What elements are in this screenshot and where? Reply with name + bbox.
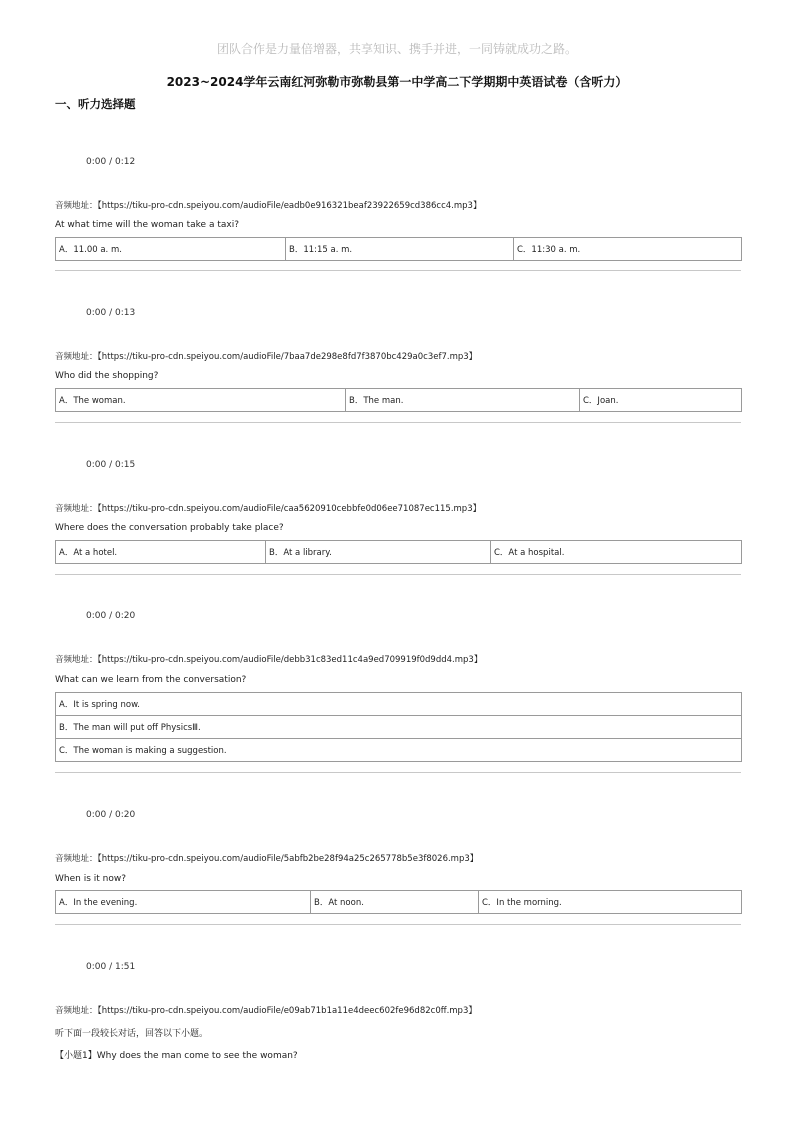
sub-question-text: 【小题1】Why does the man come to see the woman? (55, 1051, 298, 1061)
option-c[interactable]: C．The woman is making a suggestion. (56, 739, 742, 762)
audio-player-time[interactable]: 0:00 / 0:20 (86, 611, 136, 621)
question-text: Where does the conversation probably take place? (55, 523, 284, 533)
audio-player-time[interactable]: 0:00 / 0:13 (86, 308, 136, 318)
option-c[interactable]: C．11:30 a. m. (514, 238, 742, 261)
section-heading: 一、听力选择题 (55, 97, 136, 111)
option-a[interactable]: A．11.00 a. m. (56, 238, 286, 261)
options-table (55, 388, 742, 412)
audio-player-time[interactable]: 0:00 / 0:12 (86, 157, 136, 167)
divider (55, 574, 741, 575)
divider (55, 772, 741, 773)
audio-player-time[interactable]: 0:00 / 1:51 (86, 962, 136, 972)
audio-url: 音频地址：【https://tiku-pro-cdn.speiyou.com/audioFile/e09ab71b1a11e4deec602fe96d82c0ff.mp3】 (55, 1006, 477, 1016)
option-c[interactable]: C．At a hospital. (491, 541, 742, 564)
audio-player-time[interactable]: 0:00 / 0:15 (86, 460, 136, 470)
option-b[interactable]: B．The man will put off PhysicsⅢ. (56, 716, 742, 739)
divider (55, 422, 741, 423)
option-b[interactable]: B．At noon. (311, 891, 479, 914)
audio-url: 音频地址：【https://tiku-pro-cdn.speiyou.com/audioFile/eadb0e916321beaf23922659cd386cc4.mp3】 (55, 201, 482, 211)
header-slogan: 团队合作是力量倍增器，共享知识、携手并进，一同铸就成功之路。 (216, 42, 577, 56)
option-a[interactable]: A．The woman. (56, 389, 346, 412)
question-text: At what time will the woman take a taxi? (55, 220, 239, 230)
option-b[interactable]: B．11:15 a. m. (286, 238, 514, 261)
option-b[interactable]: B．At a library. (266, 541, 491, 564)
audio-url: 音频地址：【https://tiku-pro-cdn.speiyou.com/audioFile/debb31c83ed11c4a9ed709919f0d9dd4.mp3】 (55, 655, 483, 665)
audio-url: 音频地址：【https://tiku-pro-cdn.speiyou.com/audioFile/caa5620910cebbfe0d06ee71087ec115.mp3】 (55, 504, 482, 514)
document-title: 2023~2024学年云南红河弥勒市弥勒县第一中学高二下学期期中英语试卷（含听力） (166, 75, 628, 89)
option-c[interactable]: C．In the morning. (479, 891, 742, 914)
option-b[interactable]: B．The man. (346, 389, 580, 412)
option-c[interactable]: C．Joan. (580, 389, 742, 412)
divider (55, 924, 741, 925)
divider (55, 270, 741, 271)
audio-player-time[interactable]: 0:00 / 0:20 (86, 810, 136, 820)
audio-url: 音频地址：【https://tiku-pro-cdn.speiyou.com/audioFile/7baa7de298e8fd7f3870bc429a0c3ef7.mp3】 (55, 352, 478, 362)
question-text: When is it now? (55, 874, 126, 884)
options-table (55, 237, 742, 261)
option-a[interactable]: A．At a hotel. (56, 541, 266, 564)
options-table (55, 890, 742, 914)
options-table (55, 692, 742, 762)
instruction-text: 听下面一段较长对话，回答以下小题。 (55, 1029, 209, 1039)
question-text: Who did the shopping? (55, 371, 159, 381)
question-text: What can we learn from the conversation? (55, 675, 247, 685)
options-table (55, 540, 742, 564)
option-a[interactable]: A．It is spring now. (56, 693, 742, 716)
audio-url: 音频地址：【https://tiku-pro-cdn.speiyou.com/audioFile/5abfb2be28f94a25c265778b5e3f8026.mp3】 (55, 854, 479, 864)
option-a[interactable]: A．In the evening. (56, 891, 311, 914)
